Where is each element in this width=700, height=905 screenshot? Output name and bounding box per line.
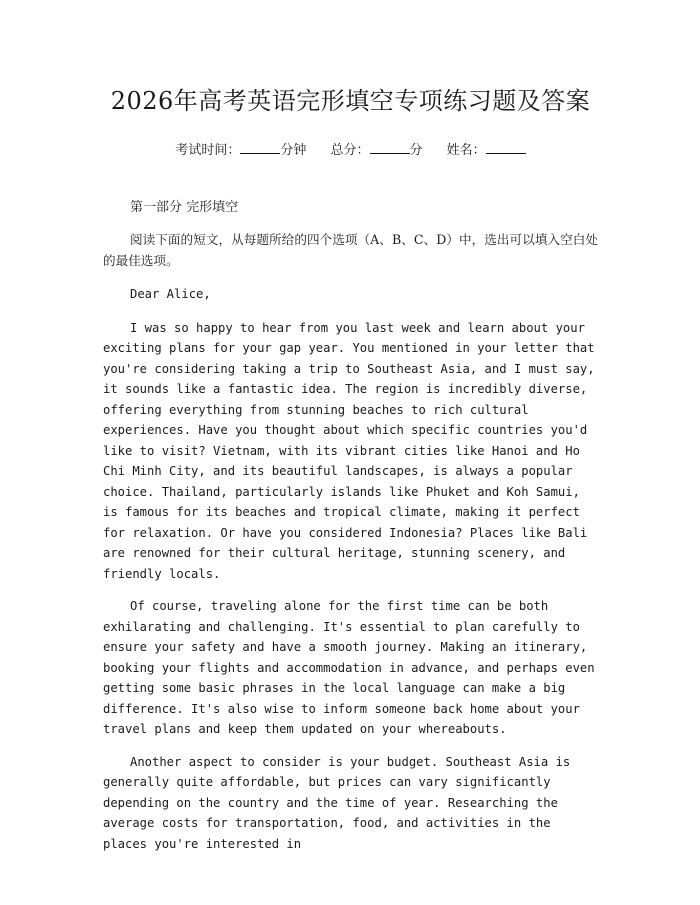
letter-greeting: Dear Alice, xyxy=(130,287,211,301)
total-score-unit: 分 xyxy=(409,143,423,158)
letter-paragraph-2: Of course, traveling alone for the first time can be both exhilarating and challenging. It's essential to plan carefully to ensure your safety and have a smooth journey. Making an itinerary, booking your flights and accommodation in advance, and perhaps even getting some basic phrases in the local language can make a big difference. It's also wise to inform someone back home about your travel plans and keep them updated on your whereabouts. xyxy=(103,599,595,736)
exam-time-unit: 分钟 xyxy=(280,143,307,158)
instructions-paragraph: 阅读下面的短文，从每题所给的四个选项（A、B、C、D）中，选出可以填入空白处的最佳选项。 xyxy=(103,232,598,268)
student-name-label: 姓名： xyxy=(446,143,486,158)
letter-paragraph-3: Another aspect to consider is your budget. Southeast Asia is generally quite affordable, but prices can vary significantly depending on the country and the time of year. Researching the average costs for transportation, food, and activities in the places you're interested in xyxy=(103,754,571,851)
exam-time-field xyxy=(175,141,306,160)
letter-paragraph-1: I was so happy to hear from you last week and learn about your exciting plans for your gap year. You mentioned in your letter that you're considering taking a trip to Southeast Asia, and I must say, it sounds like a fantastic idea. The region is incredibly diverse, offering everything from stunning beaches to rich cultural experiences. Have you thought about which specific countries you'd like to visit? Vietnam, with its vibrant cities like Hanoi and Ho Chi Minh City, and its beautiful landscapes, is always a popular choice. Thailand, particularly islands like Phuket and Koh Samui, is famous for its beaches and tropical climate, making it perfect for relaxation. Or have you considered Indonesia? Places like Bali are renowned for their cultural heritage, stunning scenery, and friendly locals. xyxy=(103,320,595,581)
total-score-blank xyxy=(370,141,410,154)
exam-info-line xyxy=(103,141,598,160)
exam-time-label: 考试时间： xyxy=(175,143,241,158)
exam-time-blank xyxy=(240,141,280,154)
student-name-blank xyxy=(486,141,526,154)
page-title: 2026年高考英语完形填空专项练习题及答案 xyxy=(110,87,591,115)
total-score-field xyxy=(330,141,422,160)
total-score-label: 总分： xyxy=(330,143,370,158)
student-name-field xyxy=(447,141,526,160)
section-heading: 第一部分 完形填空 xyxy=(130,200,239,215)
